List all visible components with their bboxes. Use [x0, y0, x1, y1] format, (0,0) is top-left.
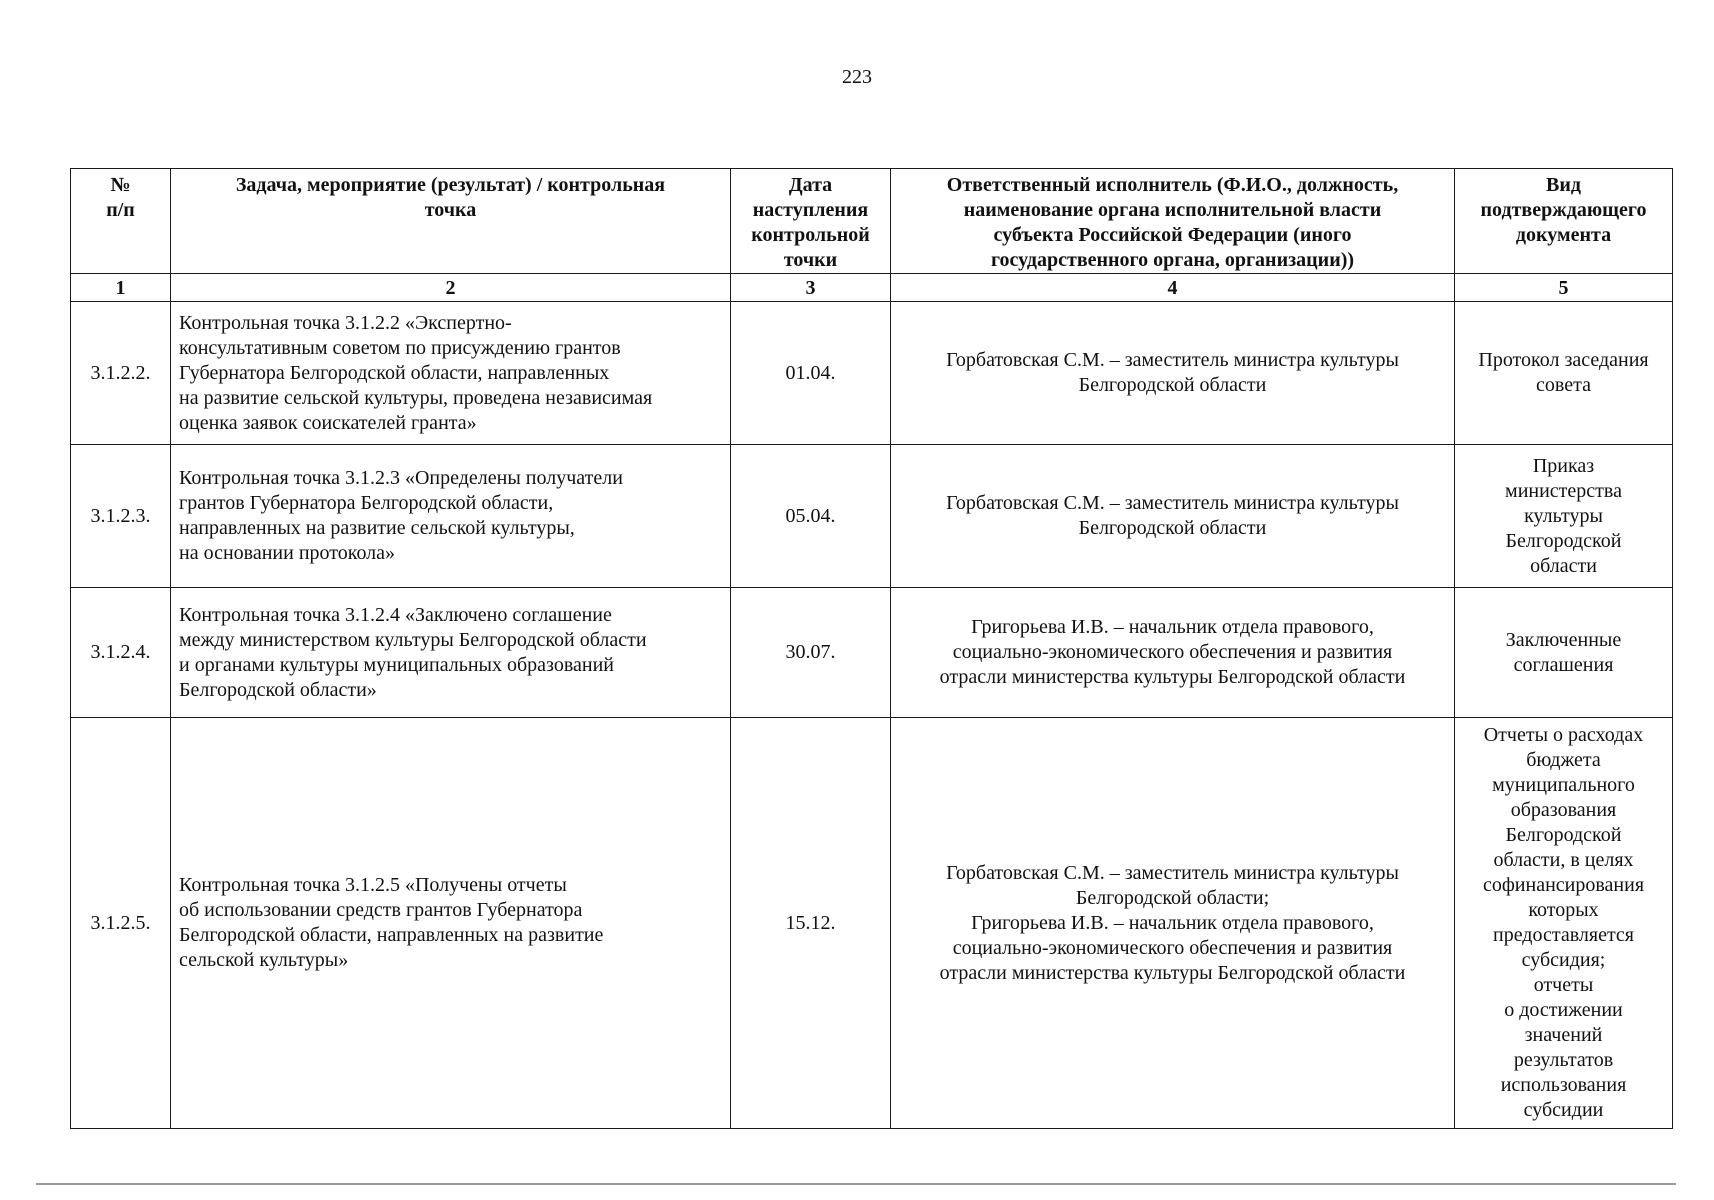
row-number: 3.1.2.2.: [71, 302, 171, 445]
page-number: 223: [842, 66, 872, 88]
row-date: 01.04.: [731, 302, 891, 445]
table-row: [71, 718, 1673, 1129]
table-row: [71, 588, 1673, 718]
header-responsible: Ответственный исполнитель (Ф.И.О., должность, наименование органа исполнительной власти субъекта Российской Федерации (иного государственного органа, организации)): [891, 169, 1455, 274]
column-number: 1: [71, 274, 171, 302]
header-date: Дата наступления контрольной точки: [731, 169, 891, 274]
row-number: 3.1.2.5.: [71, 718, 171, 1129]
header-task: Задача, мероприятие (результат) / контрольная точка: [171, 169, 731, 274]
table-row: [71, 445, 1673, 588]
row-document: Приказ министерства культуры Белгородской области: [1455, 445, 1673, 588]
row-responsible: Григорьева И.В. – начальник отдела правового, социально-экономического обеспечения и развития отрасли министерства культуры Белгородской области: [891, 588, 1455, 718]
column-number-row: [71, 274, 1673, 302]
row-number: 3.1.2.4.: [71, 588, 171, 718]
header-number: № п/п: [71, 169, 171, 274]
row-responsible: Горбатовская С.М. – заместитель министра культуры Белгородской области: [891, 445, 1455, 588]
table-header-row: [71, 169, 1673, 274]
row-task: Контрольная точка 3.1.2.5 «Получены отчеты об использовании средств грантов Губернатора Белгородской области, направленных на развитие сельской культуры»: [171, 718, 731, 1129]
row-date: 05.04.: [731, 445, 891, 588]
control-points-table: [70, 168, 1673, 1129]
row-task: Контрольная точка 3.1.2.4 «Заключено соглашение между министерством культуры Белгородской области и органами культуры муниципальных образований Белгородской области»: [171, 588, 731, 718]
column-number: 3: [731, 274, 891, 302]
row-responsible: Горбатовская С.М. – заместитель министра культуры Белгородской области; Григорьева И.В. – начальник отдела правового, социально-экономического обеспечения и развития отрасли министерства культуры Белгородской области: [891, 718, 1455, 1129]
table-row: [71, 302, 1673, 445]
row-document: Заключенные соглашения: [1455, 588, 1673, 718]
row-responsible: Горбатовская С.М. – заместитель министра культуры Белгородской области: [891, 302, 1455, 445]
row-date: 15.12.: [731, 718, 891, 1129]
row-task: Контрольная точка 3.1.2.3 «Определены получатели грантов Губернатора Белгородской области, направленных на развитие сельской культуры, на основании протокола»: [171, 445, 731, 588]
row-task: Контрольная точка 3.1.2.2 «Экспертно- консультативным советом по присуждению грантов Губернатора Белгородской области, направленных на развитие сельской культуры, проведена независимая оценка заявок соискателей гранта»: [171, 302, 731, 445]
row-date: 30.07.: [731, 588, 891, 718]
row-document: Отчеты о расходах бюджета муниципального образования Белгородской области, в целях софинансирования которых предоставляется субсидия; отчеты о достижении значений результатов использования субсидии: [1455, 718, 1673, 1129]
column-number: 5: [1455, 274, 1673, 302]
column-number: 4: [891, 274, 1455, 302]
column-number: 2: [171, 274, 731, 302]
row-document: Протокол заседания совета: [1455, 302, 1673, 445]
row-number: 3.1.2.3.: [71, 445, 171, 588]
header-document: Вид подтверждающего документа: [1455, 169, 1673, 274]
scan-edge-line: [36, 1183, 1676, 1185]
